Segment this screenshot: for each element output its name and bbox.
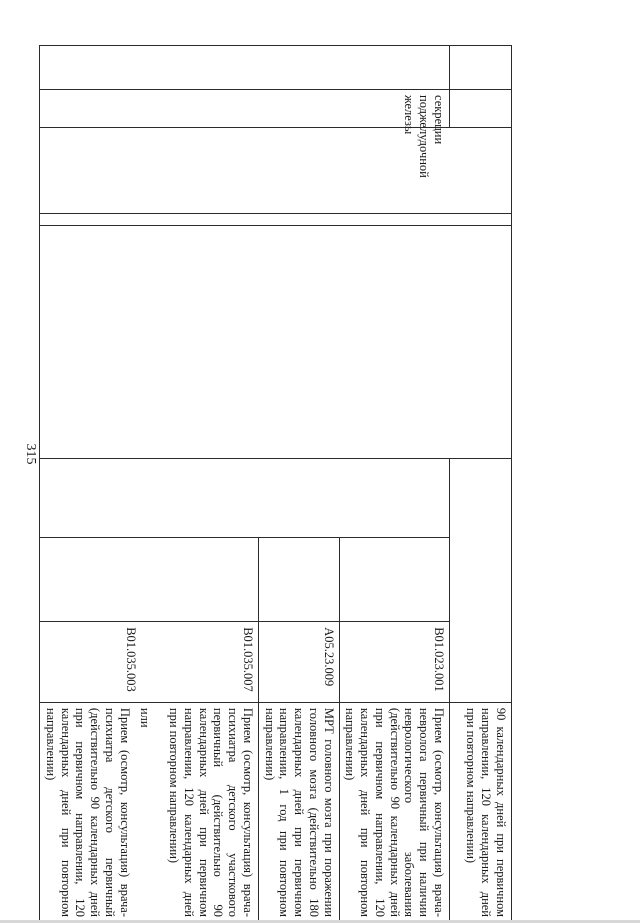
- empty-cell: [450, 90, 512, 128]
- or-label: или: [138, 707, 153, 728]
- service-description-group: [40, 702, 259, 922]
- service-description: Прием (осмотр, консультация) врача-невролога первичный при наличии неврологического заболевания (действительно 90 календарных дней при первичном направлении, 120 календарных дней при повторном направлении): [339, 702, 449, 922]
- section-label: секреции поджелудочной железы: [40, 90, 450, 128]
- service-code: B01.035.003: [124, 627, 139, 692]
- continuation-text: 90 календарных дней при первичном направлении, 120 календарных дней при повторном направлении): [450, 702, 512, 922]
- empty-cell: [450, 46, 512, 90]
- empty-cell: [40, 213, 512, 226]
- service-description: МРТ головного мозга при поражении головного мозга (действительно 180 календарных дней при первичном направлении, 1 год при повторном направлении): [259, 702, 340, 922]
- empty-cell: [40, 226, 512, 459]
- empty-cell: [40, 458, 450, 538]
- service-code-group: [40, 622, 259, 703]
- service-code: A05.23.009: [259, 622, 340, 703]
- service-code: B01.023.001: [339, 622, 449, 703]
- service-description: Прием (осмотр, консультация) врача-психиатра детского участкового первичный (действительно 90 календарных дней при первичном направлении, 120 календарных дней при повторном направлении): [167, 707, 255, 917]
- empty-cell: [259, 538, 340, 622]
- empty-cell: [339, 538, 449, 622]
- requirements-table: [39, 45, 512, 923]
- table-row: [450, 46, 512, 923]
- page-number: 315: [23, 443, 38, 465]
- empty-cell: [40, 46, 450, 90]
- empty-cell: [40, 538, 259, 622]
- empty-cell: [450, 458, 512, 702]
- rotated-page-content: [44, 45, 512, 923]
- service-code: B01.035.007: [241, 627, 255, 692]
- service-description: Прием (осмотр, консультация) врача-психиатра детского первичный (действительно 90 календарных дней при первичном направлении, 120 календарных дней при повторном направлении): [44, 707, 132, 917]
